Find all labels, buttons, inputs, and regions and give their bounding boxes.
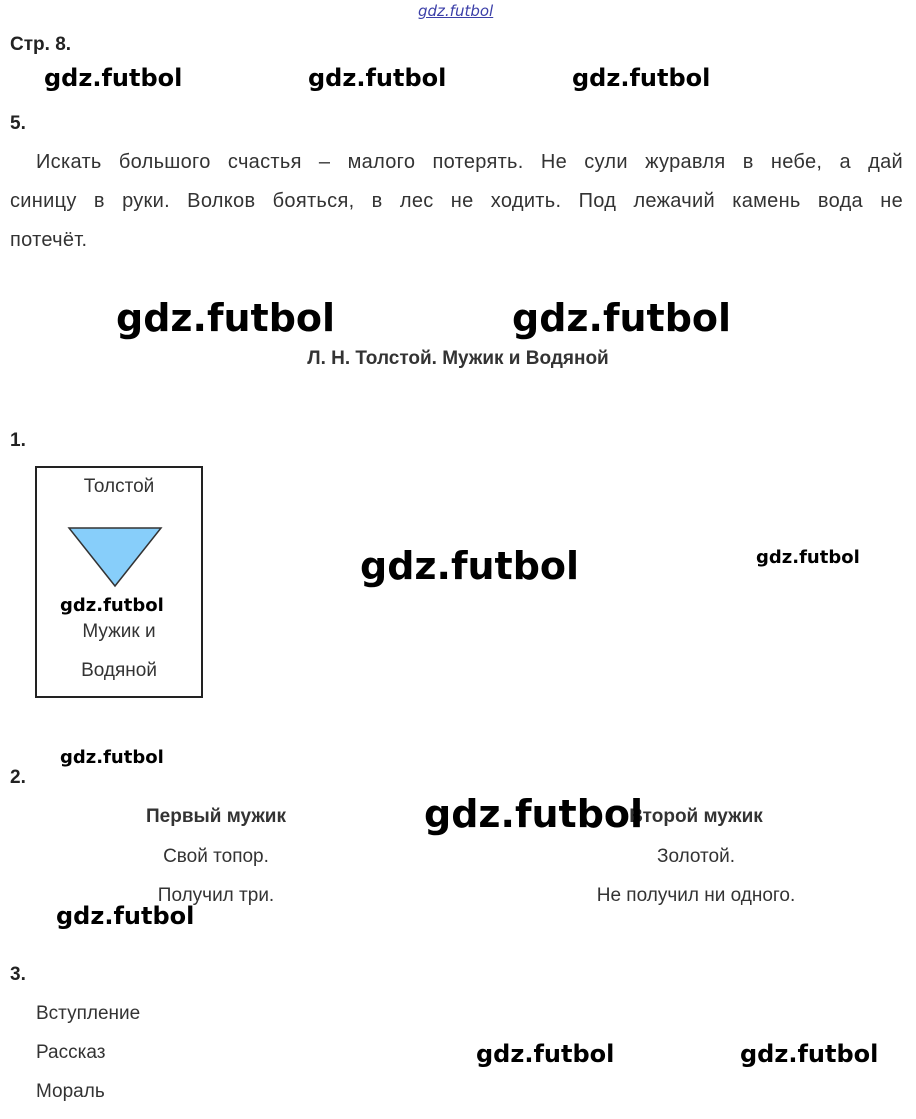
author-label: Толстой xyxy=(83,476,155,497)
task-5-number: 5. xyxy=(10,113,26,134)
watermark: gdz.futbol xyxy=(44,64,183,92)
watermark: gdz.futbol xyxy=(512,296,732,340)
column-header-second: Второй мужик xyxy=(629,806,763,827)
plan-item: Мораль xyxy=(36,1081,105,1102)
section-title: Л. Н. Толстой. Мужик и Водяной xyxy=(307,348,609,369)
task-5-answer xyxy=(10,143,903,260)
title-label-line1: Мужик и xyxy=(82,621,156,642)
column-header-first: Первый мужик xyxy=(146,806,286,827)
title-label-line2: Водяной xyxy=(81,660,157,681)
task-5-line: синицу в руки. Волков бояться, в лес не ходить. Под лежачий камень вода не xyxy=(10,190,903,212)
second-muzhik-row1: Золотой. xyxy=(656,846,736,867)
watermark: gdz.futbol xyxy=(476,1040,615,1068)
plan-item: Вступление xyxy=(36,1003,141,1024)
first-muzhik-row1: Свой топор. xyxy=(163,846,269,867)
watermark: gdz.futbol xyxy=(756,547,860,568)
watermark: gdz.futbol xyxy=(56,902,195,930)
watermark: gdz.futbol xyxy=(572,64,711,92)
page-reference: Стр. 8. xyxy=(10,34,72,55)
watermark: gdz.futbol xyxy=(308,64,447,92)
watermark: gdz.futbol xyxy=(740,1040,879,1068)
second-muzhik-row2: Не получил ни одного. xyxy=(596,885,796,906)
watermark: gdz.futbol xyxy=(424,792,644,836)
watermark: gdz.futbol xyxy=(360,544,580,588)
watermark: gdz.futbol xyxy=(116,296,336,340)
task-2-number: 2. xyxy=(10,767,26,788)
task-3-number: 3. xyxy=(10,964,26,985)
book-model-box xyxy=(35,466,203,698)
triangle-icon xyxy=(67,526,163,588)
task-5-line: потечёт. xyxy=(10,229,88,251)
task-5-line: Искать большого счастья – малого потерять. Не сули журавля в небе, а дай xyxy=(36,151,903,173)
watermark: gdz.futbol xyxy=(60,595,164,616)
watermark: gdz.futbol xyxy=(60,747,164,768)
watermark-link[interactable]: gdz.futbol xyxy=(418,2,494,20)
plan-item: Рассказ xyxy=(36,1042,106,1063)
first-muzhik-row2: Получил три. xyxy=(157,885,275,906)
task-1-number: 1. xyxy=(10,430,26,451)
